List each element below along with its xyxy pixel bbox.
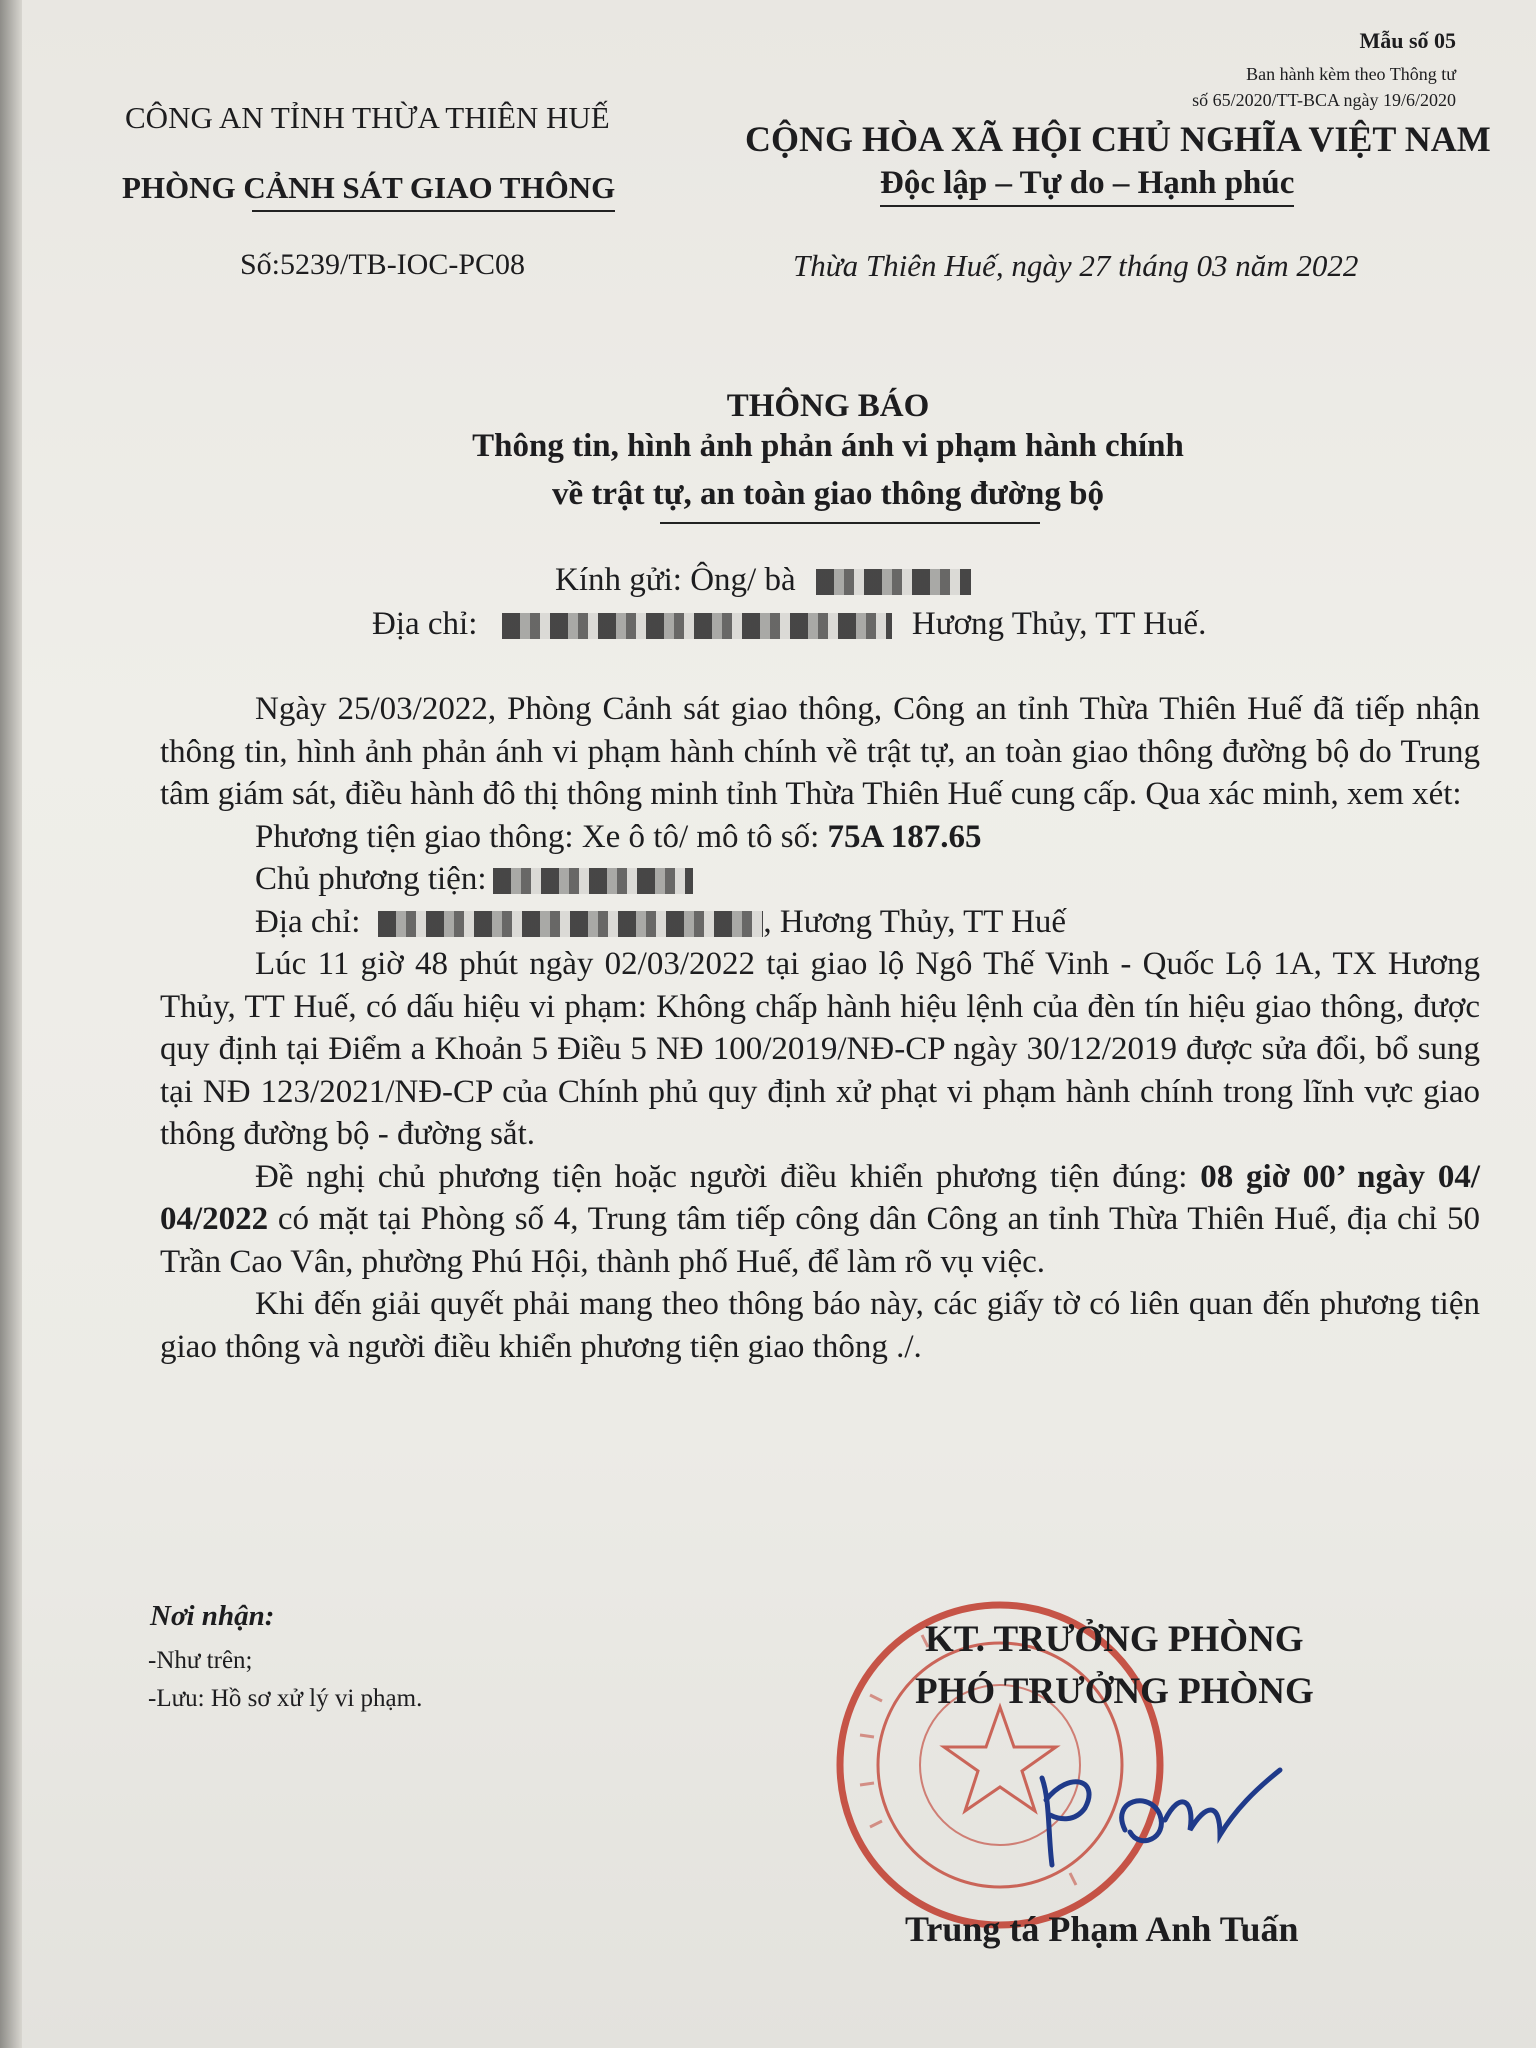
appointment-time: 08 giờ 00’ ngày 04/ 04/2022 — [160, 1158, 1480, 1237]
form-number: Mẫu số 05 — [1359, 28, 1456, 53]
signer-name: Trung tá Phạm Anh Tuấn — [905, 1909, 1299, 1949]
owner-address-label: Địa chỉ: — [255, 903, 361, 940]
notice-title: THÔNG BÁO — [726, 388, 930, 424]
recipients-item-2: -Lưu: Hồ sơ xử lý vi phạm. — [148, 1685, 423, 1712]
owner-address-line — [160, 901, 1480, 944]
owner-label: Chủ phương tiện: — [255, 861, 487, 897]
motto-text: Độc lập – Tự do – Hạnh phúc — [880, 165, 1295, 201]
signature-title-1: KT. TRƯỞNG PHÒNG — [925, 1619, 1304, 1660]
vehicle-line — [160, 816, 1480, 859]
signature-title-2: PHÓ TRƯỞNG PHÒNG — [915, 1671, 1314, 1712]
agency-parent: CÔNG AN TỈNH THỪA THIÊN HUẾ — [125, 100, 610, 135]
paragraph-intro: Ngày 25/03/2022, Phòng Cảnh sát giao thông, Công an tỉnh Thừa Thiên Huế đã tiếp nhận thông tin, hình ảnh phản ánh vi phạm hành chính về trật tự, an toàn giao thông đường bộ do Trung tâm giám sát, điều hành đô thị thông minh tỉnh Thừa Thiên Huế cung cấp. Qua xác minh, xem xét: — [160, 691, 1480, 812]
handwritten-signature-icon — [1030, 1760, 1300, 1890]
page-edge-shadow — [0, 0, 22, 2048]
title-underline — [660, 522, 1040, 524]
vehicle-plate: 75A 187.65 — [827, 818, 982, 855]
form-note-1: Ban hành kèm theo Thông tư — [1246, 64, 1456, 84]
document-number: Số:5239/TB-IOC-PC08 — [240, 248, 526, 281]
motto — [880, 165, 1294, 202]
agency-name — [122, 170, 615, 206]
nation-title: CỘNG HÒA XÃ HỘI CHỦ NGHĨA VIỆT NAM — [745, 119, 1491, 159]
agency-underline — [252, 210, 615, 212]
redacted-owner-address — [378, 911, 763, 937]
recipients-item-1: -Như trên; — [148, 1647, 253, 1674]
notice-subtitle-1: Thông tin, hình ảnh phản ánh vi phạm hành chính — [472, 428, 1184, 464]
recipient-address-line — [372, 606, 1206, 643]
redacted-owner — [493, 868, 693, 894]
appointment-rest: có mặt tại Phòng số 4, Trung tâm tiếp công dân Công an tỉnh Thừa Thiên Huế, địa chỉ 50 Trần Cao Vân, phường Phú Hội, thành phố Huế, để làm rõ vụ việc. — [160, 1201, 1480, 1280]
appointment-lead: Đề nghị chủ phương tiện hoặc người điều khiển phương tiện đúng: — [255, 1158, 1188, 1195]
recipient-line — [555, 562, 971, 599]
vehicle-label: Phương tiện giao thông: Xe ô tô/ mô tô số: — [255, 818, 820, 855]
owner-line — [160, 858, 1480, 901]
recipients-title: Nơi nhận: — [150, 1600, 275, 1632]
notice-subtitle-2-text: về trật tự, an toàn giao thông đường bộ — [551, 476, 1104, 512]
notice-subtitle-2 — [0, 476, 1536, 513]
form-note-2: số 65/2020/TT-BCA ngày 19/6/2020 — [1192, 90, 1456, 110]
paragraph-appointment — [160, 1156, 1480, 1284]
agency-name-text: PHÒNG CẢNH SÁT GIAO THÔNG — [122, 170, 616, 205]
redacted-address — [502, 613, 892, 639]
redacted-name — [816, 569, 971, 595]
recipient-label: Kính gửi: Ông/ bà — [555, 562, 796, 598]
date-line: Thừa Thiên Huế, ngày 27 tháng 03 năm 2022 — [793, 248, 1359, 283]
body-section-1 — [160, 688, 1480, 1368]
motto-underline — [880, 205, 1294, 207]
recipient-address-tail: Hương Thủy, TT Huế. — [911, 606, 1207, 642]
paragraph-violation: Lúc 11 giờ 48 phút ngày 02/03/2022 tại giao lộ Ngô Thế Vinh - Quốc Lộ 1A, TX Hương Thủy, TT Huế, có dấu hiệu vi phạm: Không chấp hành hiệu lệnh của đèn tín hiệu giao thông, được quy định tại Điểm a Khoản 5 Điều 5 NĐ 100/2019/NĐ-CP ngày 30/12/2019 được sửa đổi, bổ sung tại NĐ 123/2021/NĐ-CP của Chính phủ quy định xử phạt vi phạm hành chính trong lĩnh vực giao thông đường bộ - đường sắt. — [160, 946, 1480, 1152]
recipient-address-label: Địa chỉ: — [372, 606, 478, 642]
owner-address-tail: , Hương Thủy, TT Huế — [763, 903, 1067, 940]
paragraph-instructions: Khi đến giải quyết phải mang theo thông báo này, các giấy tờ có liên quan đến phương tiện giao thông và người điều khiển phương tiện giao thông ./. — [160, 1286, 1480, 1365]
